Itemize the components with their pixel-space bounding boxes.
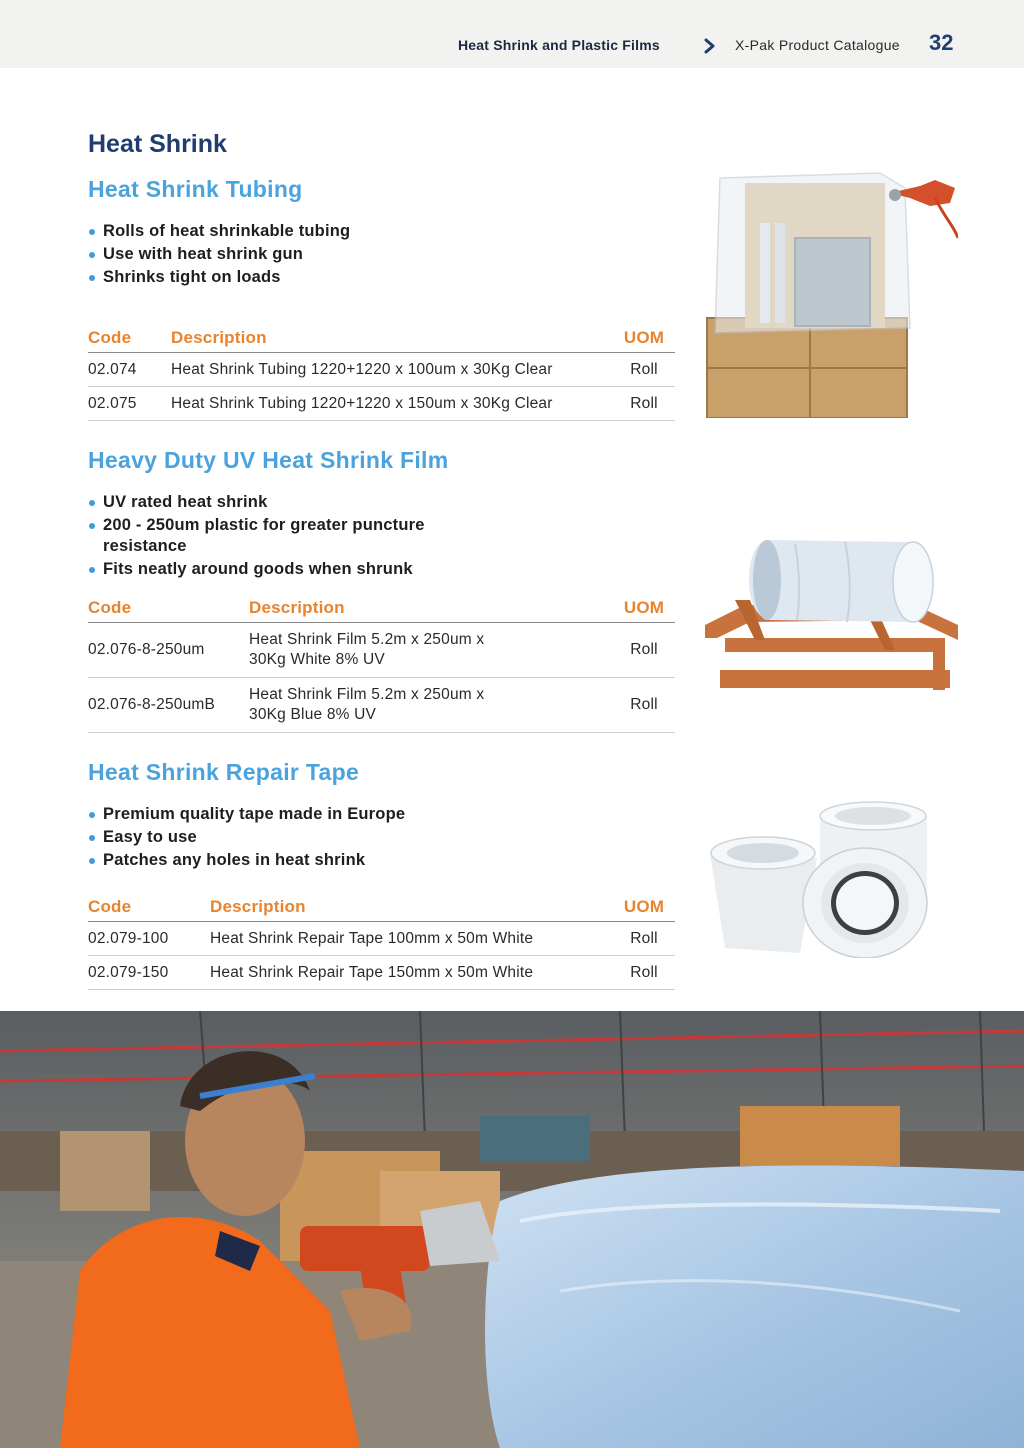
bullet-item: UV rated heat shrink — [88, 492, 468, 513]
cell-code: 02.074 — [88, 353, 171, 387]
bullet-item: Patches any holes in heat shrink — [88, 850, 508, 871]
cell-uom: Roll — [613, 623, 675, 678]
cell-code: 02.075 — [88, 387, 171, 421]
product-table-uv-film — [88, 598, 675, 733]
product-image-film-roll — [705, 530, 958, 692]
bullet-list-uv-film — [88, 492, 468, 582]
bullet-list-repair-tape — [88, 804, 508, 873]
product-table-tubing — [88, 328, 675, 421]
column-header-uom: UOM — [613, 598, 675, 623]
table-row — [88, 353, 675, 387]
bullet-item: 200 - 250um plastic for greater puncture resistance — [88, 515, 468, 557]
cell-uom: Roll — [613, 678, 675, 733]
column-header-description: Description — [249, 598, 613, 623]
table-header-row — [88, 897, 675, 922]
column-header-code: Code — [88, 598, 249, 623]
cell-description: Heat Shrink Tubing 1220+1220 x 150um x 30Kg Clear — [171, 387, 613, 421]
banner-photo-worker — [0, 1011, 1024, 1448]
cell-description: Heat Shrink Film 5.2m x 250um x 30Kg Blue 8% UV — [249, 678, 613, 733]
product-image-repair-tape — [705, 798, 935, 958]
bullet-item: Shrinks tight on loads — [88, 267, 508, 288]
bullet-item: Easy to use — [88, 827, 508, 848]
table-header-row — [88, 598, 675, 623]
breadcrumb-catalogue: X-Pak Product Catalogue — [735, 37, 900, 53]
cell-code: 02.076-8-250umB — [88, 678, 249, 733]
cell-code: 02.079-150 — [88, 956, 210, 990]
product-table-repair-tape — [88, 897, 675, 990]
column-header-uom: UOM — [613, 328, 675, 353]
cell-description: Heat Shrink Film 5.2m x 250um x 30Kg White 8% UV — [249, 623, 613, 678]
cell-uom: Roll — [613, 956, 675, 990]
column-header-code: Code — [88, 897, 210, 922]
page-title: Heat Shrink — [88, 130, 227, 158]
table-row — [88, 922, 675, 956]
table-row — [88, 956, 675, 990]
chevron-right-icon — [703, 38, 717, 54]
cell-uom: Roll — [613, 387, 675, 421]
section-title-uv-film: Heavy Duty UV Heat Shrink Film — [88, 447, 449, 473]
product-image-tubing — [705, 168, 958, 418]
column-header-description: Description — [171, 328, 613, 353]
page-number: 32 — [929, 30, 954, 55]
cell-description: Heat Shrink Tubing 1220+1220 x 100um x 30Kg Clear — [171, 353, 613, 387]
breadcrumb-section: Heat Shrink and Plastic Films — [458, 37, 660, 53]
table-row — [88, 387, 675, 421]
column-header-code: Code — [88, 328, 171, 353]
table-row — [88, 623, 675, 678]
section-title-tubing: Heat Shrink Tubing — [88, 176, 303, 202]
bullet-list-tubing — [88, 221, 508, 290]
bullet-item: Rolls of heat shrinkable tubing — [88, 221, 508, 242]
cell-uom: Roll — [613, 922, 675, 956]
cell-code: 02.076-8-250um — [88, 623, 249, 678]
bullet-item: Premium quality tape made in Europe — [88, 804, 508, 825]
column-header-description: Description — [210, 897, 613, 922]
column-header-uom: UOM — [613, 897, 675, 922]
cell-code: 02.079-100 — [88, 922, 210, 956]
cell-description: Heat Shrink Repair Tape 100mm x 50m White — [210, 922, 613, 956]
cell-uom: Roll — [613, 353, 675, 387]
table-row — [88, 678, 675, 733]
bullet-item: Fits neatly around goods when shrunk — [88, 559, 468, 580]
header-bar — [0, 0, 1024, 68]
cell-description: Heat Shrink Repair Tape 150mm x 50m White — [210, 956, 613, 990]
table-header-row — [88, 328, 675, 353]
section-title-repair-tape: Heat Shrink Repair Tape — [88, 759, 360, 785]
bullet-item: Use with heat shrink gun — [88, 244, 508, 265]
